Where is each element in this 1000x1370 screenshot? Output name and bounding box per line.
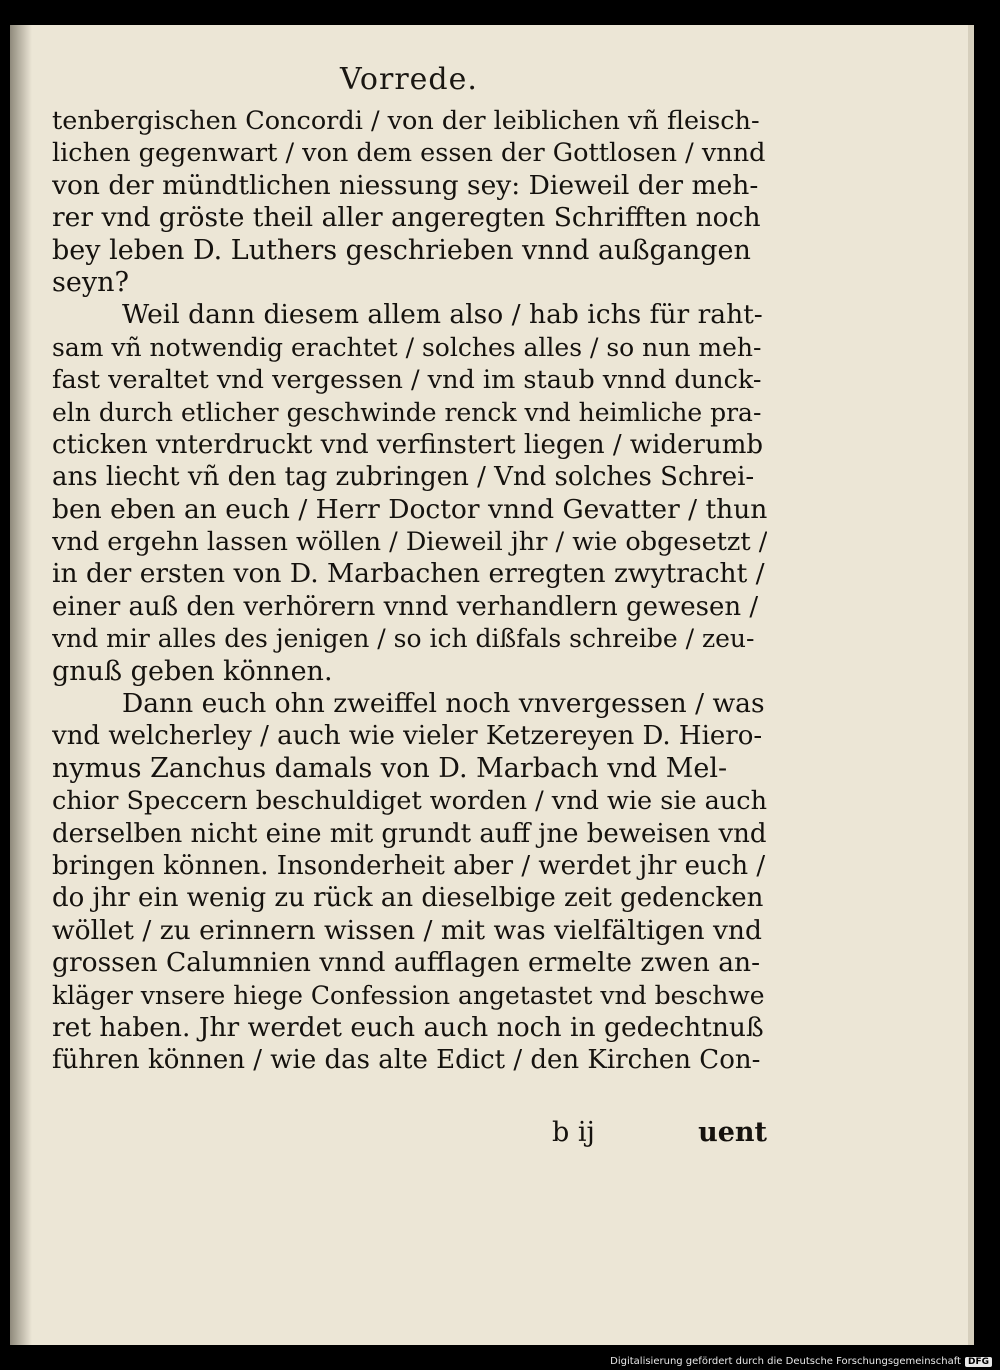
credit-text: Digitalisierung gefördert durch die Deutsche Forschungsgemeinschaft (610, 1356, 961, 1367)
text-line: seyn? (52, 266, 129, 298)
text-line: nymus Zanchus damals von D. Marbach vnd Mel- (52, 752, 728, 784)
digitization-credit (600, 1353, 1000, 1370)
text-line: wöllet / zu erinnern wissen / mit was vielfältigen vnd (52, 914, 762, 946)
dfg-logo: DFG (965, 1357, 992, 1367)
text-line: chior Speccern beschuldiget worden / vnd wie sie auch (52, 786, 767, 817)
text-line: vnd mir alles des jenigen / so ich dißfals schreibe / zeu- (52, 624, 755, 654)
text-line: einer auß den verhörern vnnd verhandlern gewesen / (52, 591, 759, 622)
text-line: sam vñ notwendig erachtet / solches alles / so nun meh- (52, 332, 762, 362)
text-line: führen können / wie das alte Edict / den Kirchen Con- (52, 1045, 761, 1076)
page-gutter-shadow (10, 25, 32, 1345)
text-line: lichen gegenwart / von dem essen der Gottlosen / vnnd (52, 138, 766, 169)
text-line: in der ersten von D. Marbachen erregten zwytracht / (52, 558, 765, 590)
page-edge (968, 25, 974, 1345)
signature-mark: b ij (552, 1117, 595, 1148)
text-line: grossen Calumnien vnnd aufflagen ermelte zwen an- (52, 947, 761, 979)
text-line: cticken vnterdruckt vnd verfinstert liegen / widerumb (52, 429, 763, 460)
text-line: ret haben. Jhr werdet euch auch noch in gedechtnuß (52, 1011, 764, 1043)
text-line: eln durch etlicher geschwinde renck vnd heimliche pra- (52, 397, 762, 427)
running-head: Vorrede. (340, 62, 478, 97)
text-line: Weil dann diesem allem also / hab ichs für raht- (122, 299, 763, 331)
text-line: gnuß geben können. (52, 655, 333, 687)
text-line: fast veraltet vnd vergessen / vnd im staub vnnd dunck- (52, 365, 762, 396)
catchword: uent (698, 1117, 767, 1148)
text-line: kläger vnsere hiege Confession angetastet vnd beschwe (52, 980, 765, 1010)
text-line: rer vnd gröste theil aller angeregten Schrifften noch (52, 202, 761, 234)
text-line: tenbergischen Concordi / von der leiblichen vñ fleisch- (52, 106, 760, 136)
text-line: vnd welcherley / auch wie vieler Ketzereyen D. Hiero- (52, 721, 763, 752)
text-line: bey leben D. Luthers geschrieben vnnd außgangen (52, 234, 751, 266)
text-line: ben eben an euch / Herr Doctor vnnd Gevatter / thun (52, 493, 767, 525)
text-line: vnd ergehn lassen wöllen / Dieweil jhr / wie obgesetzt / (52, 527, 767, 558)
text-line: Dann euch ohn zweiffel noch vnvergessen / was (122, 688, 765, 720)
text-line: bringen können. Insonderheit aber / werdet jhr euch / (52, 850, 766, 881)
text-line: ans liecht vñ den tag zubringen / Vnd solches Schrei- (52, 462, 755, 493)
text-line: derselben nicht eine mit grundt auff jne beweisen vnd (52, 818, 767, 849)
text-line: von der mündtlichen niessung sey: Dieweil der meh- (52, 169, 759, 201)
body-text (52, 105, 767, 1077)
text-line: do jhr ein wenig zu rück an dieselbige zeit gedencken (52, 883, 764, 914)
